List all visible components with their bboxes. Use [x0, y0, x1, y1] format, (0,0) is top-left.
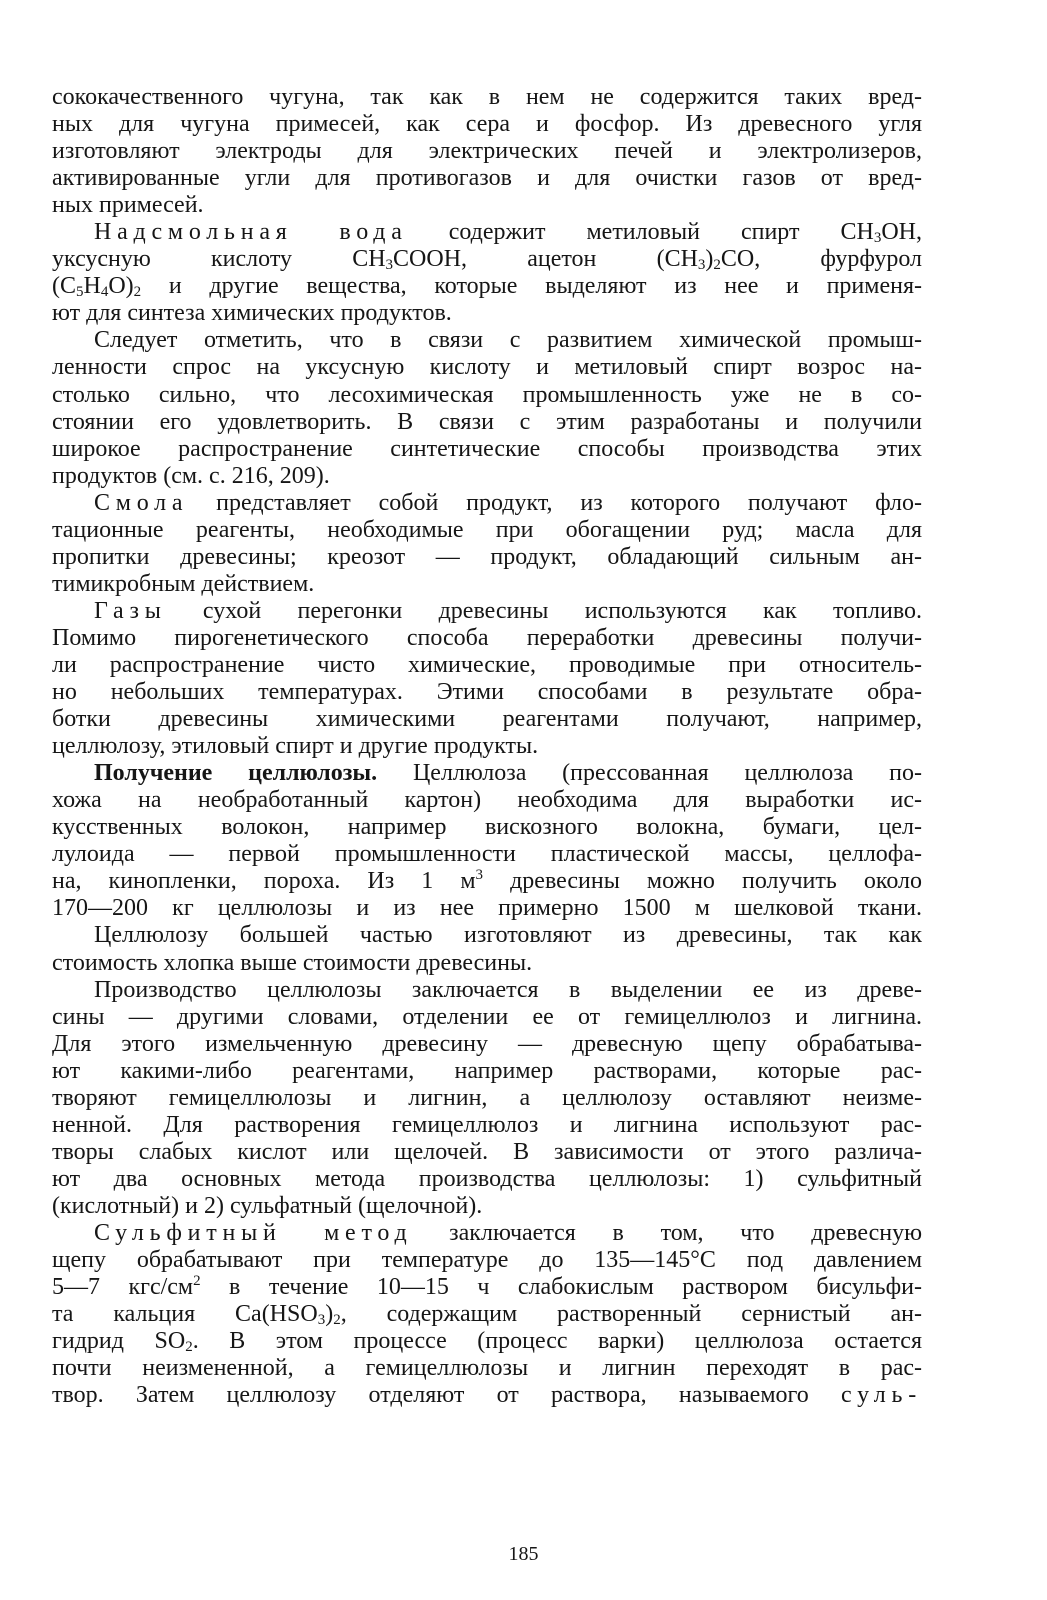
- subscript: 3: [385, 257, 394, 274]
- text-line: [52, 598, 922, 625]
- page-number: 185: [508, 1543, 539, 1565]
- text-line: [52, 544, 922, 571]
- text-line: [52, 327, 922, 354]
- text-run: . В этом процессе (процесс варки) целлюлоза остается: [192, 1328, 922, 1355]
- text-line: [52, 625, 922, 652]
- text-run: ли распространение чисто химические, проводимые при относитель-: [52, 651, 922, 678]
- text-run: Помимо пирогенетического способа переработки древесины получи-: [52, 624, 922, 651]
- text-run: Целлюлозу большей частью изготовляют из древесины, так как: [94, 922, 922, 949]
- text-line: [52, 192, 922, 219]
- text-line: [52, 84, 922, 111]
- text-line: [52, 571, 922, 598]
- text-line: [52, 463, 922, 490]
- text-run: сухой перегонки древесины используются как топливо.: [166, 597, 922, 624]
- text-run: сины — другими словами, отделении ее от гемицеллюлоз и лигнина.: [52, 1003, 922, 1030]
- text-run: ют какими-либо реагентами, например растворами, которые рас-: [52, 1057, 922, 1084]
- text-run: хожа на необработанный картон) необходима для выработки ис-: [52, 787, 922, 814]
- text-run: тационные реагенты, необходимые при обогащении руд; масла для: [52, 516, 922, 543]
- text-line: [52, 1031, 922, 1058]
- text-run: ): [325, 1301, 334, 1328]
- text-line: [52, 409, 922, 436]
- text-line: [52, 977, 922, 1004]
- text-line: [52, 950, 922, 977]
- text-run: тимикробным действием.: [52, 570, 315, 597]
- subscript: 3: [873, 230, 882, 247]
- text-line: [52, 760, 922, 787]
- text-line: [52, 138, 922, 165]
- text-run: лулоида — первой промышленности пластической массы, целлофа-: [52, 841, 922, 868]
- text-line: [52, 1166, 922, 1193]
- text-run: твор. Затем целлюлозу отделяют от раствора, называемого: [52, 1382, 841, 1409]
- subscript: 4: [100, 284, 109, 301]
- subscript: 3: [317, 1312, 326, 1329]
- text-line: [52, 895, 922, 922]
- text-run: активированные угли для противогазов и для очистки газов от вред-: [52, 165, 922, 192]
- text-line: [52, 1085, 922, 1112]
- text-line: [52, 841, 922, 868]
- text-line: [52, 300, 922, 327]
- text-run: Производство целлюлозы заключается в выделении ее из древе-: [94, 976, 922, 1003]
- text-run: ют для синтеза химических продуктов.: [52, 300, 452, 327]
- text-run: COOH, ацетон (CH: [393, 246, 698, 273]
- text-run: Следует отметить, что в связи с развитием химической промыш-: [94, 327, 922, 354]
- text-run: целлюлозу, этиловый спирт и другие продукты.: [52, 733, 539, 760]
- text-run: O): [108, 273, 134, 300]
- text-run: творяют гемицеллюлозы и лигнин, а целлюлозу оставляют неизме-: [52, 1084, 922, 1111]
- text-run: H: [83, 273, 101, 300]
- spaced-term: Смола: [94, 489, 189, 516]
- text-line: [52, 354, 922, 381]
- spaced-term: Газы: [94, 597, 167, 624]
- text-line: [52, 165, 922, 192]
- text-run: творы слабых кислот или щелочей. В зависимости от этого различа-: [52, 1138, 922, 1165]
- spaced-term: Сульфитный метод: [94, 1219, 413, 1246]
- text-line: [52, 1328, 922, 1355]
- text-run: содержит метиловый спирт CH: [407, 219, 874, 246]
- text-run: стоимость хлопка выше стоимости древесины.: [52, 949, 533, 976]
- subscript: 2: [333, 1312, 341, 1329]
- text-run: (C: [52, 273, 76, 300]
- text-line: [52, 490, 922, 517]
- text-run: OH,: [881, 219, 922, 246]
- text-run: продуктов (см. с. 216, 209).: [52, 462, 330, 489]
- text-line: [52, 1247, 922, 1274]
- text-line: [52, 1274, 922, 1301]
- text-line: [52, 814, 922, 841]
- text-run: ненной. Для растворения гемицеллюлоз и лигнина используют рас-: [52, 1111, 922, 1138]
- text-run: Для этого измельченную древесину — древесную щепу обрабатыва-: [52, 1030, 922, 1057]
- text-line: [52, 922, 922, 949]
- text-run: в течение 10—15 ч слабокислым раствором бисульфи-: [200, 1274, 922, 1301]
- spaced-term: суль-: [841, 1382, 922, 1409]
- text-line: [52, 246, 922, 273]
- body-text: [52, 84, 922, 1409]
- text-run: пропитки древесины; креозот — продукт, обладающий сильным ан-: [52, 543, 922, 570]
- text-run: представляет собой продукт, из которого получают фло-: [188, 489, 922, 516]
- text-line: [52, 706, 922, 733]
- text-run: , содержащим растворенный сернистый ан-: [340, 1301, 922, 1328]
- text-line: [52, 1004, 922, 1031]
- text-run: Целлюлоза (прессованная целлюлоза по-: [377, 760, 922, 787]
- text-run: сококачественного чугуна, так как в нем не содержится таких вред-: [52, 84, 922, 110]
- text-run: столько сильно, что лесохимическая промышленность уже не в со-: [52, 381, 922, 408]
- text-run: древесины можно получить около: [483, 868, 922, 895]
- subscript: 3: [697, 257, 706, 274]
- text-line: [52, 1139, 922, 1166]
- text-line: [52, 1112, 922, 1139]
- text-run: та кальция Ca(HSO: [52, 1301, 318, 1328]
- text-run: на, кинопленки, пороха. Из 1 м: [52, 868, 476, 895]
- text-run: ): [705, 246, 714, 273]
- superscript: 3: [475, 868, 484, 884]
- text-run: почти неизмененной, а гемицеллюлозы и лигнин переходят в рас-: [52, 1355, 922, 1382]
- text-line: [52, 1382, 922, 1409]
- text-run: широкое распространение синтетические способы производства этих: [52, 435, 922, 462]
- text-line: [52, 111, 922, 138]
- superscript: 2: [193, 1274, 201, 1290]
- subscript: 5: [76, 284, 84, 301]
- text-line: [52, 436, 922, 463]
- text-line: [52, 733, 922, 760]
- text-line: [52, 1355, 922, 1382]
- text-run: изготовляют электроды для электрических печей и электролизеров,: [52, 138, 922, 165]
- text-run: гидрид SO: [52, 1328, 186, 1355]
- text-line: [52, 517, 922, 544]
- text-line: [52, 382, 922, 409]
- text-line: [52, 1193, 922, 1220]
- text-run: 170—200 кг целлюлозы и из нее примерно 1500 м шелковой ткани.: [52, 895, 922, 922]
- subscript: 2: [713, 257, 721, 274]
- text-run: ют два основных метода производства целлюлозы: 1) сульфитный: [52, 1165, 922, 1192]
- text-run: и другие вещества, которые выделяют из нее и применя-: [141, 273, 922, 300]
- text-run: 5—7 кгс/см: [52, 1274, 194, 1301]
- text-run: заключается в том, что древесную: [412, 1219, 922, 1246]
- text-line: [52, 787, 922, 814]
- text-line: [52, 273, 922, 300]
- text-run: кусственных волокон, например вискозного волокна, бумаги, цел-: [52, 814, 922, 841]
- text-run: ных для чугуна примесей, как сера и фосфор. Из древесного угля: [52, 111, 922, 138]
- subscript: 2: [133, 284, 142, 301]
- bold-heading: Получение целлюлозы.: [94, 760, 378, 787]
- text-line: [52, 1220, 922, 1247]
- text-run: ных примесей.: [52, 192, 204, 219]
- text-line: [52, 868, 922, 895]
- text-run: (кислотный) и 2) сульфатный (щелочной).: [52, 1192, 483, 1219]
- text-line: [52, 652, 922, 679]
- text-line: [52, 1301, 922, 1328]
- text-run: но небольших температурах. Этими способами в результате обра-: [52, 679, 922, 706]
- text-run: ботки древесины химическими реагентами получают, например,: [52, 706, 922, 733]
- text-run: CO, фурфурол: [720, 246, 922, 273]
- spaced-term: Надсмольная вода: [94, 219, 408, 246]
- text-line: [52, 219, 922, 246]
- subscript: 2: [185, 1339, 193, 1356]
- text-run: щепу обрабатывают при температуре до 135—145°C под давлением: [52, 1247, 922, 1274]
- text-line: [52, 679, 922, 706]
- text-run: стоянии его удовлетворить. В связи с этим разработаны и получили: [52, 408, 922, 435]
- text-run: уксусную кислоту CH: [52, 246, 386, 273]
- text-run: ленности спрос на уксусную кислоту и метиловый спирт возрос на-: [52, 354, 922, 381]
- text-line: [52, 1058, 922, 1085]
